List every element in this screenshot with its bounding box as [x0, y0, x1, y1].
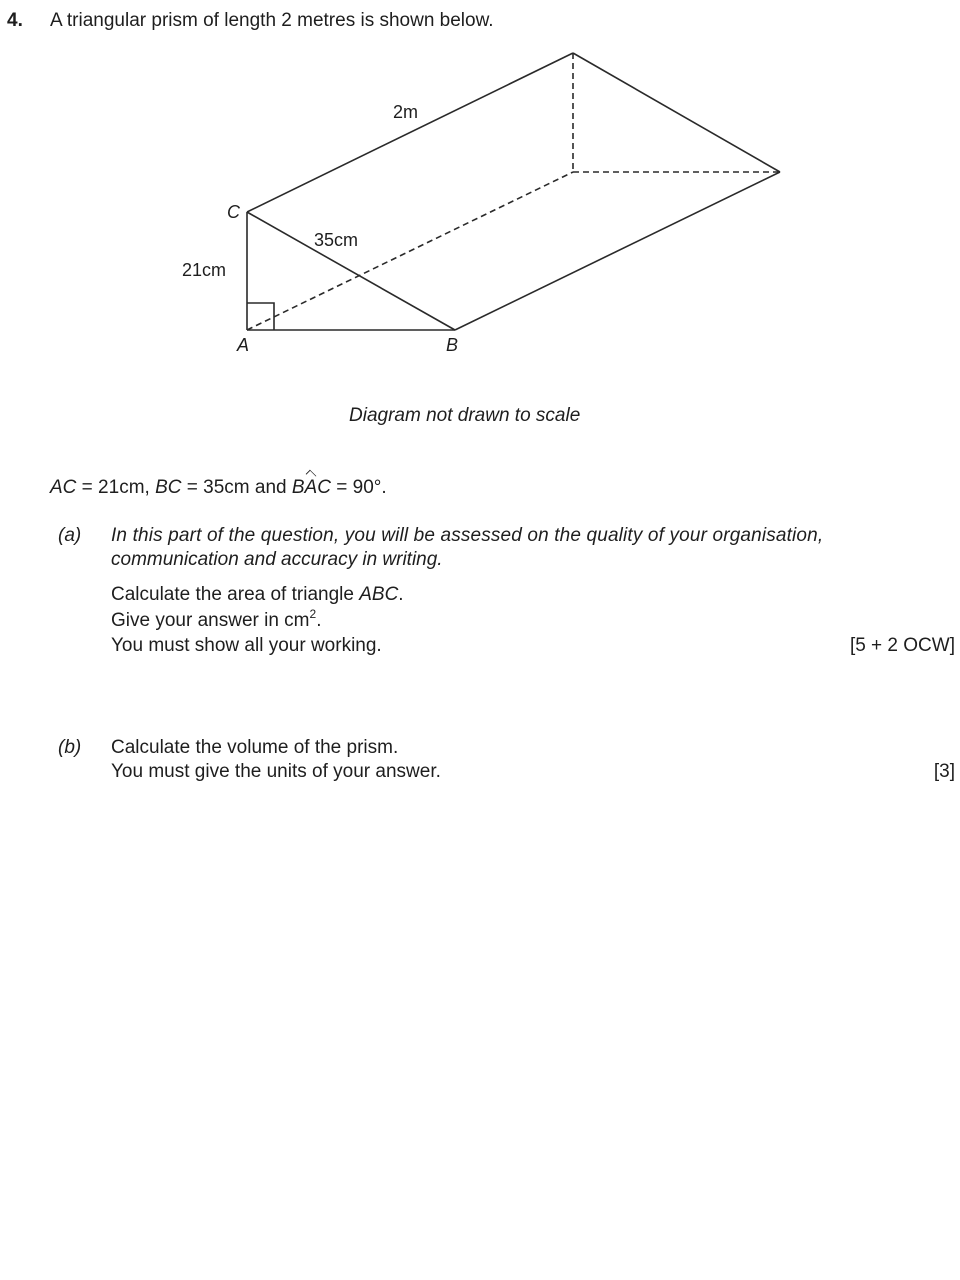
part-a-instruction-2: [111, 607, 322, 632]
part-a-line1-suffix: .: [398, 584, 404, 605]
question-intro: A triangular prism of length 2 metres is shown below.: [50, 10, 494, 31]
bc-value: = 35cm and: [181, 477, 292, 498]
angle-b: B: [291, 477, 305, 498]
hypotenuse-label: 35cm: [314, 230, 359, 250]
angle-value: = 90°.: [330, 477, 387, 498]
prism-solid-edges: [247, 53, 780, 330]
part-a-label: (a): [58, 525, 82, 546]
part-b-marks: [3]: [933, 761, 955, 782]
ac-value: = 21cm,: [76, 477, 156, 498]
given-data: [50, 477, 387, 499]
angle-a-hat: A: [304, 477, 318, 498]
prism-diagram: [0, 0, 960, 380]
diagram-caption: Diagram not drawn to scale: [349, 405, 581, 426]
part-a-instruction-3: You must show all your working.: [111, 635, 382, 656]
angle-c: C: [317, 477, 331, 498]
part-a-line1-prefix: Calculate the area of triangle: [111, 584, 360, 605]
vertex-a-label: A: [237, 335, 250, 355]
part-a-line2-suffix: .: [316, 610, 322, 631]
part-b-label: (b): [58, 737, 82, 758]
part-a-ocw-line2: communication and accuracy in writing.: [111, 549, 443, 570]
length-label: 2m: [393, 102, 419, 122]
question-number: 4.: [7, 10, 23, 31]
vertex-c-label: C: [227, 202, 240, 222]
vertex-b-label: B: [446, 335, 459, 355]
height-label: 21cm: [182, 260, 227, 280]
part-a-instruction-1: [111, 584, 404, 606]
part-b-instruction-1: Calculate the volume of the prism.: [111, 737, 399, 758]
part-a-marks: [5 + 2 OCW]: [849, 635, 955, 656]
bc-label: BC: [155, 477, 182, 498]
ac-label: AC: [50, 477, 77, 498]
part-b-instruction-2: You must give the units of your answer.: [111, 761, 441, 782]
triangle-abc: ABC: [359, 584, 399, 605]
squared-superscript: 2: [309, 607, 317, 621]
part-a-line2-prefix: Give your answer in cm: [111, 610, 310, 631]
prism-hidden-edges: [247, 53, 780, 330]
part-a-ocw-line1: In this part of the question, you will be assessed on the quality of your organisation,: [111, 525, 824, 546]
